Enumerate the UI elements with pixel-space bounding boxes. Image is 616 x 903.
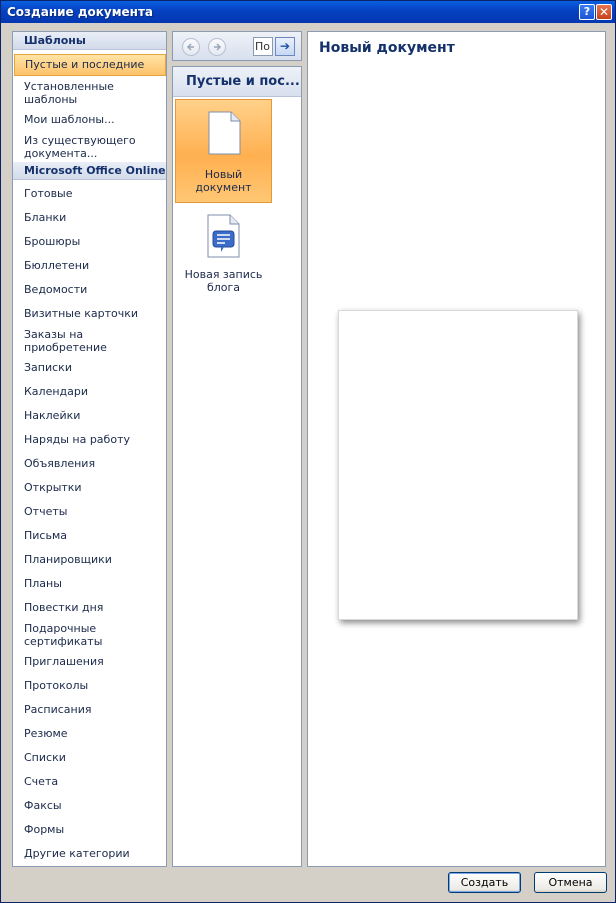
template-tile-new-blog-post[interactable] [175, 212, 272, 302]
nav-item-letters[interactable]: Письма [24, 529, 67, 542]
search-input[interactable]: По [253, 37, 273, 56]
template-tile-label: Новый документ [195, 168, 252, 194]
nav-item-planners[interactable]: Планировщики [24, 553, 112, 566]
nav-item-cards[interactable]: Открытки [24, 481, 82, 494]
back-button[interactable] [182, 38, 200, 56]
nav-item-business-cards[interactable]: Визитные карточки [24, 307, 139, 320]
nav-item-brochures[interactable]: Брошюры [24, 235, 81, 248]
category-panel [12, 31, 167, 867]
cancel-button[interactable]: Отмена [534, 872, 607, 893]
blog-post-icon [207, 214, 240, 258]
arrow-left-icon [186, 42, 196, 55]
nav-item-more-categories[interactable]: Другие категории [24, 847, 130, 860]
nav-item-labels[interactable]: Наклейки [24, 409, 81, 422]
blank-document-icon [208, 111, 241, 155]
window-title: Создание документа [7, 5, 154, 19]
nav-item-agendas[interactable]: Повестки дня [24, 601, 104, 614]
nav-item-schedules[interactable]: Расписания [24, 703, 92, 716]
nav-item-calendars[interactable]: Календари [24, 385, 89, 398]
title-bar [1, 1, 615, 23]
help-button[interactable]: ? [579, 4, 595, 20]
nav-item-installed-templates[interactable]: Установленные шаблоны [24, 80, 114, 106]
preview-title: Новый документ [319, 40, 455, 56]
search-go-button[interactable] [275, 37, 295, 56]
nav-item-purchase-orders[interactable]: Заказы на приобретение [24, 328, 107, 354]
nav-item-blank-recent[interactable]: Пустые и последние [14, 54, 166, 76]
go-arrow-icon: ➔ [279, 39, 291, 53]
document-preview [338, 310, 578, 620]
navigation-toolbar [172, 31, 302, 61]
nav-item-faxes[interactable]: Факсы [24, 799, 62, 812]
nav-item-statements[interactable]: Ведомости [24, 283, 88, 296]
forward-button[interactable] [208, 38, 226, 56]
template-tile-label: Новая запись блога [184, 268, 263, 294]
nav-item-my-templates[interactable]: Мои шаблоны... [24, 113, 115, 126]
nav-item-resumes[interactable]: Резюме [24, 727, 68, 740]
template-list-header: Пустые и пос... [173, 67, 301, 97]
nav-item-announcements[interactable]: Объявления [24, 457, 96, 470]
templates-header: Шаблоны [13, 32, 166, 50]
create-button[interactable]: Создать [448, 872, 521, 893]
template-tile-new-document[interactable] [175, 99, 272, 203]
close-button[interactable]: ✕ [596, 4, 612, 20]
nav-item-reports[interactable]: Отчеты [24, 505, 68, 518]
nav-item-gift-certificates[interactable]: Подарочные сертификаты [24, 622, 103, 648]
nav-item-forms-blanks[interactable]: Бланки [24, 211, 67, 224]
nav-item-lists[interactable]: Списки [24, 751, 66, 764]
office-online-header: Microsoft Office Online [13, 162, 166, 180]
nav-item-invoices[interactable]: Счета [24, 775, 59, 788]
template-list-panel [172, 66, 302, 867]
nav-item-invitations[interactable]: Приглашения [24, 655, 104, 668]
nav-item-plans[interactable]: Планы [24, 577, 62, 590]
arrow-right-icon [212, 42, 222, 55]
nav-item-newsletters[interactable]: Бюллетени [24, 259, 90, 272]
nav-item-from-existing[interactable]: Из существующего документа... [24, 134, 136, 160]
nav-item-featured[interactable]: Готовые [24, 187, 73, 200]
nav-item-work-orders[interactable]: Наряды на работу [24, 433, 130, 446]
nav-item-memos[interactable]: Записки [24, 361, 72, 374]
preview-panel [307, 31, 606, 867]
nav-item-forms[interactable]: Формы [24, 823, 65, 836]
nav-item-minutes[interactable]: Протоколы [24, 679, 89, 692]
